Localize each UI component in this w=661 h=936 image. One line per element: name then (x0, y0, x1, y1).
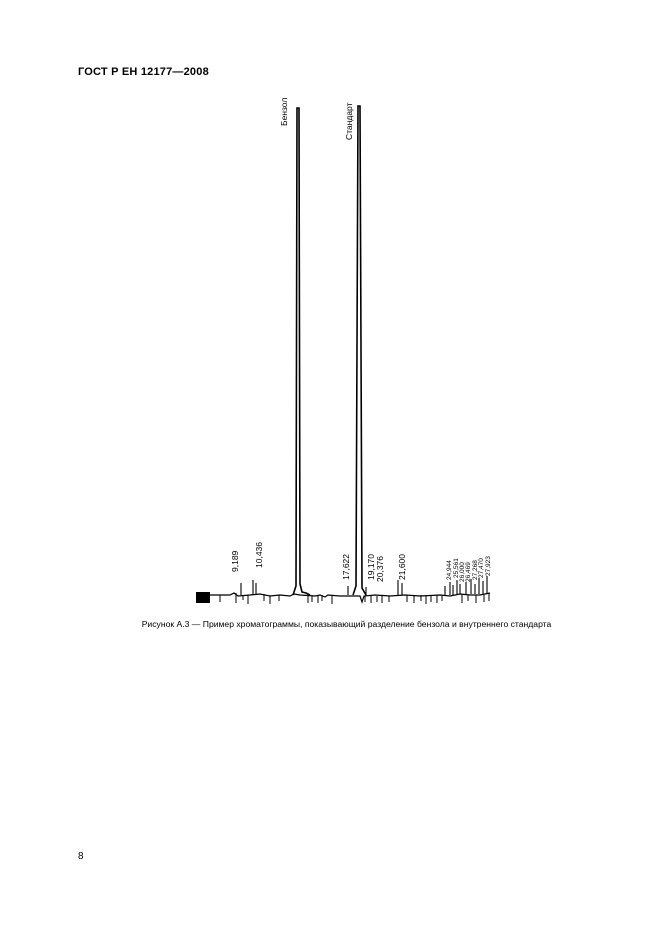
peak-labels (230, 98, 407, 582)
peak-label-standard: Стандарт (344, 102, 354, 140)
peak-label-26469: 26,469 (465, 562, 472, 582)
peak-label-10436: 10,436 (254, 542, 264, 568)
peak-label-26000: 26,000 (459, 562, 466, 582)
peak-label-19170: 19,170 (366, 554, 376, 580)
peak-label-25561: 25,561 (453, 558, 460, 578)
baseline-block (196, 592, 210, 603)
page-number: 8 (78, 851, 84, 862)
peak-label-24944: 24,944 (446, 560, 453, 580)
chromatogram-figure (190, 96, 500, 616)
peak-labels-small (446, 556, 492, 582)
peak-label-17622: 17,622 (341, 554, 351, 580)
peak-label-27470: 27,470 (478, 558, 485, 578)
peak-label-benzene: Бензол (279, 97, 289, 126)
peak-label-20376: 20,376 (375, 556, 385, 582)
peak-standard (353, 106, 366, 595)
peak-label-21600: 21,600 (397, 554, 407, 580)
figure-caption (0, 619, 661, 629)
peak-label-27268: 27,268 (472, 560, 479, 580)
baseline-trace (210, 593, 490, 602)
peak-label-9189: 9,189 (230, 550, 240, 572)
figure-caption-text: Рисунок А.3 — Пример хроматограммы, показывающий разделение бензола и внутреннего стандарта (141, 619, 552, 629)
peak-benzene (293, 108, 310, 595)
chromatogram-plot (190, 96, 500, 616)
document-header: ГОСТ Р ЕН 12177—2008 (78, 66, 209, 78)
peak-label-27923: 27,923 (485, 556, 492, 576)
